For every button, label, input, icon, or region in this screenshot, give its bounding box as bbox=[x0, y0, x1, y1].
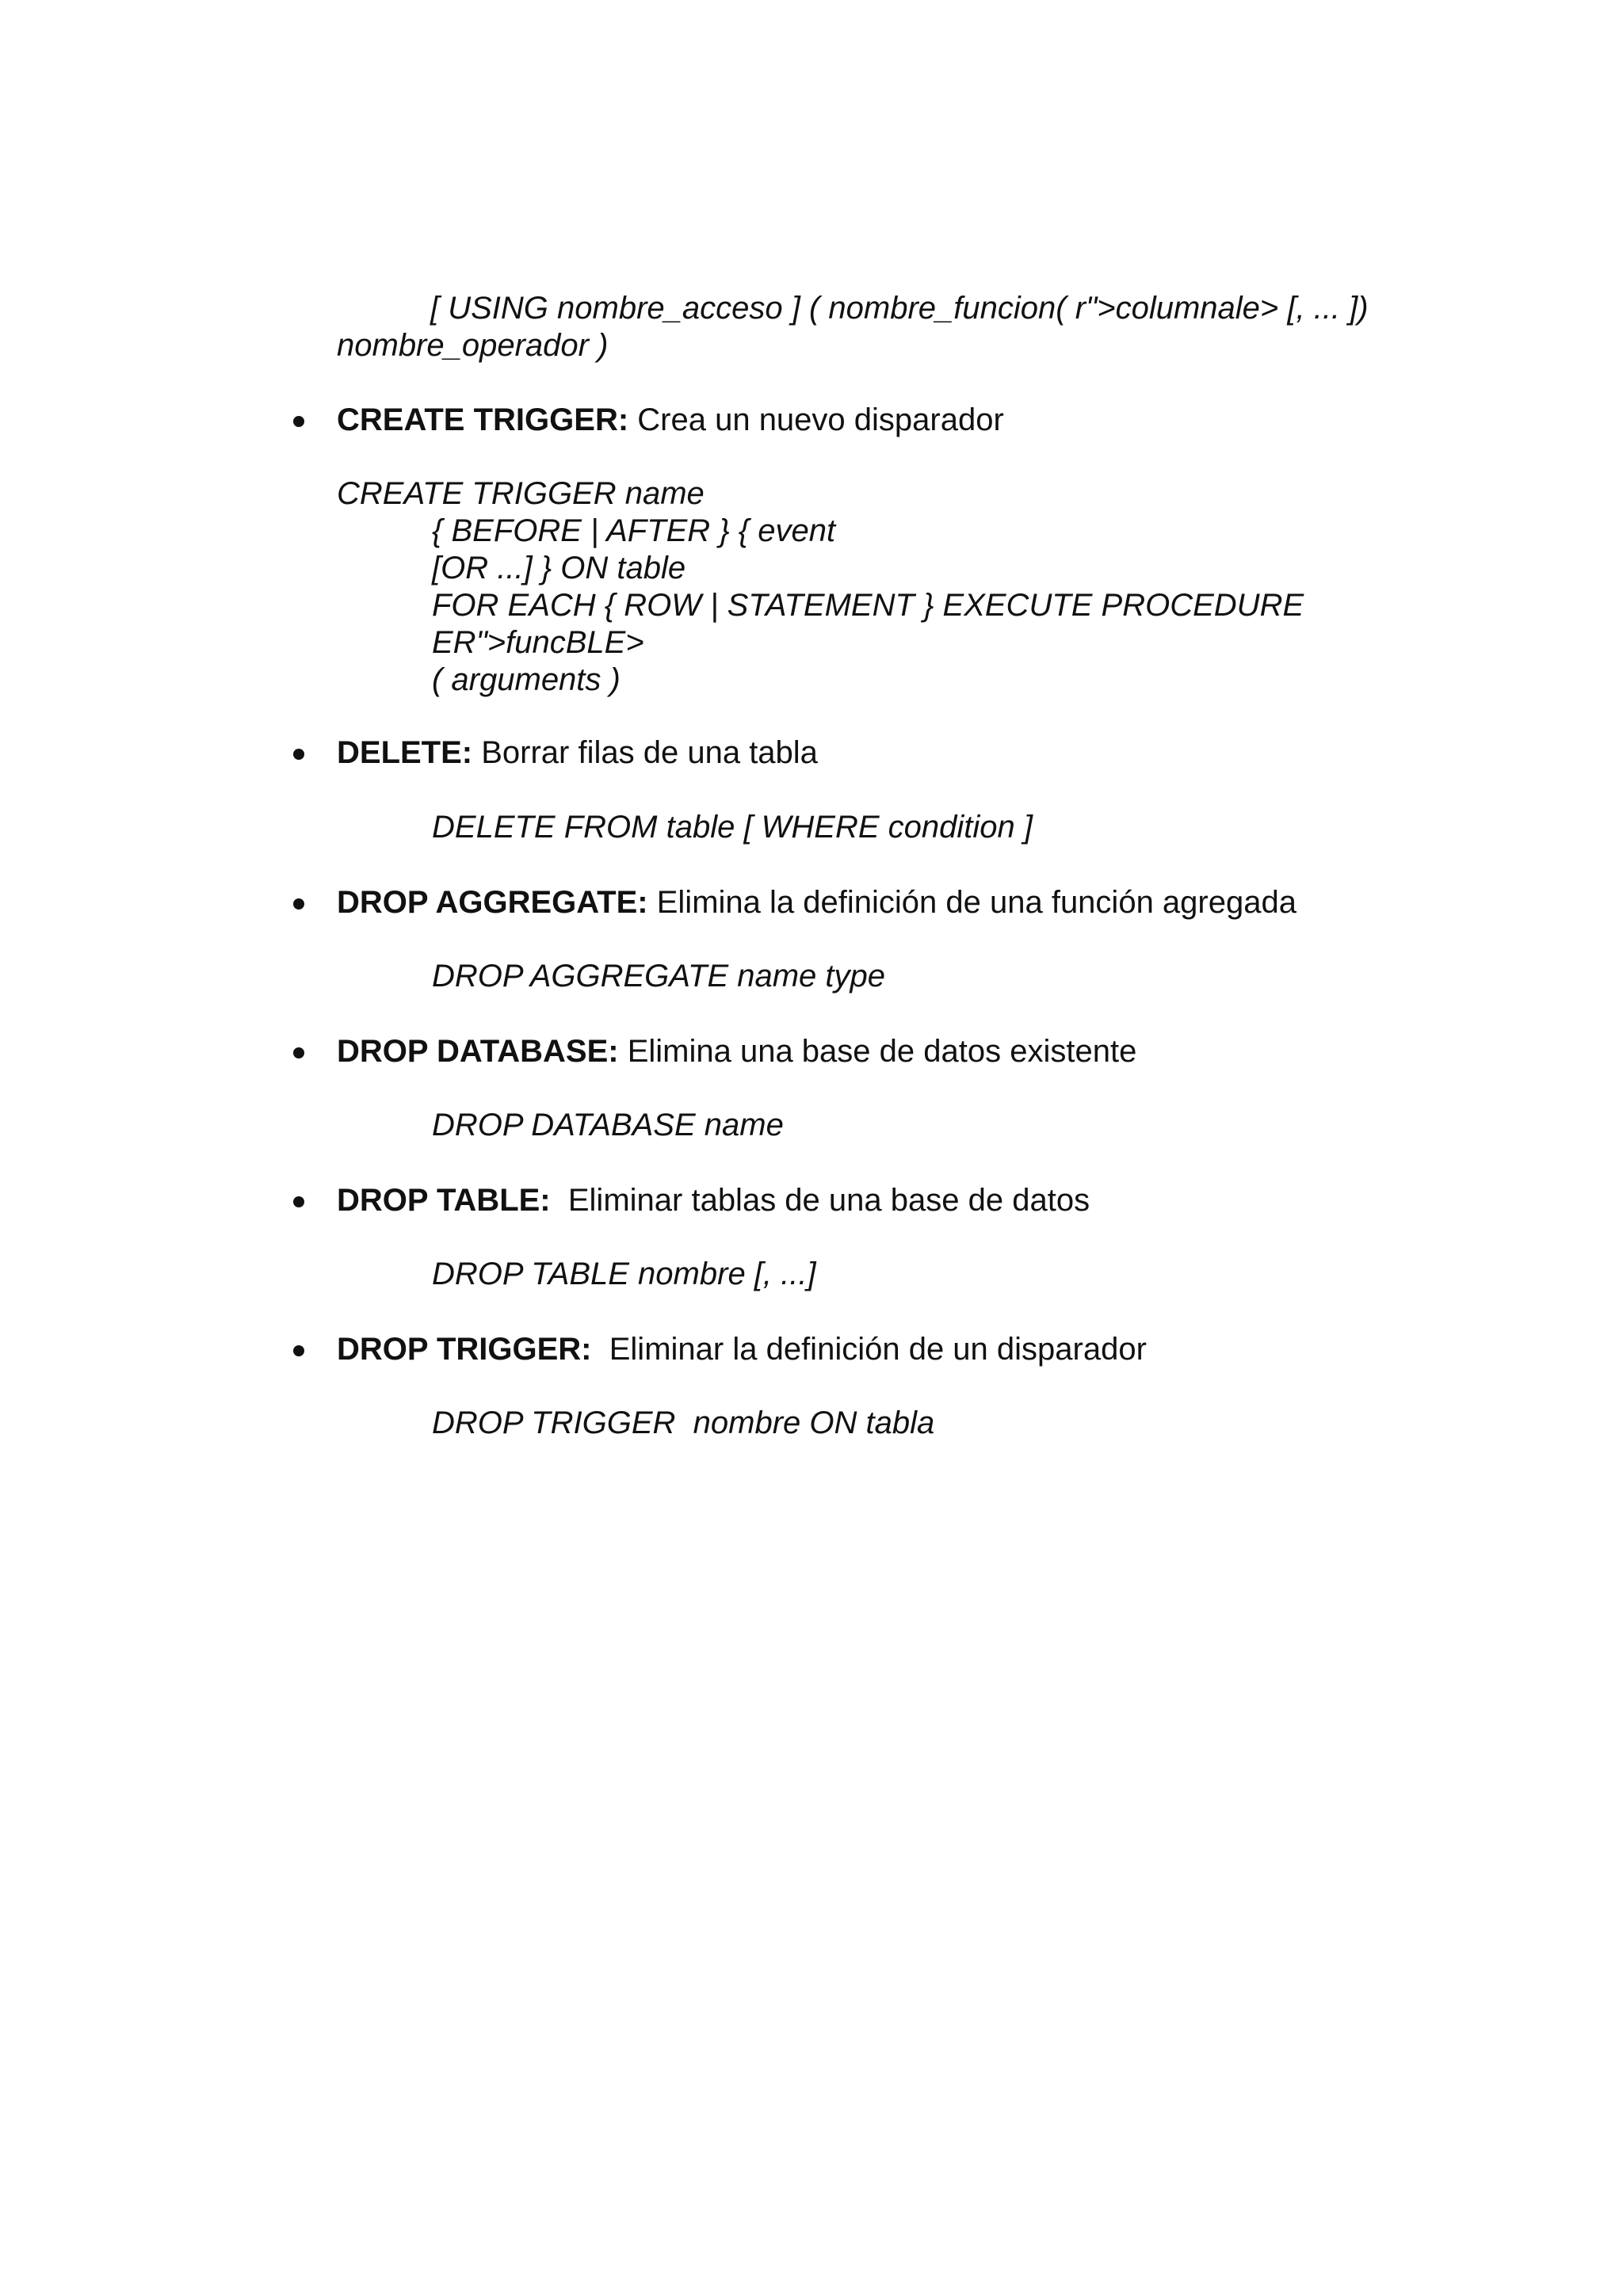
syntax-line: nombre_operador ) bbox=[337, 328, 609, 363]
list-item-drop-table bbox=[337, 1182, 1090, 1219]
list-item-drop-aggregate bbox=[337, 884, 1296, 921]
item-description: Borrar filas de una tabla bbox=[472, 735, 818, 770]
item-term: DROP DATABASE: bbox=[337, 1034, 619, 1069]
syntax-line: CREATE TRIGGER name bbox=[337, 476, 705, 511]
item-term: DROP AGGREGATE: bbox=[337, 885, 648, 920]
bullet-icon bbox=[293, 898, 304, 910]
item-description: Eliminar tablas de una base de datos bbox=[550, 1183, 1090, 1218]
bullet-icon bbox=[293, 749, 304, 760]
syntax-line: ( arguments ) bbox=[432, 662, 621, 697]
bullet-icon bbox=[293, 1196, 304, 1207]
syntax-line: DROP TRIGGER nombre ON tabla bbox=[432, 1405, 935, 1440]
bullet-icon bbox=[293, 1047, 304, 1058]
bullet-icon bbox=[293, 1345, 304, 1356]
item-description: Elimina la definición de una función agregada bbox=[647, 885, 1296, 920]
item-description: Elimina una base de datos existente bbox=[618, 1034, 1137, 1069]
list-item-create-trigger bbox=[337, 402, 1004, 438]
syntax-line: { BEFORE | AFTER } { event bbox=[432, 513, 836, 548]
list-item-drop-trigger bbox=[337, 1331, 1147, 1367]
bullet-icon bbox=[293, 416, 304, 427]
item-term: DELETE: bbox=[337, 735, 473, 770]
syntax-line: DROP DATABASE name bbox=[432, 1108, 784, 1142]
syntax-line: FOR EACH { ROW | STATEMENT } EXECUTE PROCEDURE bbox=[432, 588, 1304, 623]
list-item-delete bbox=[337, 734, 818, 771]
syntax-line: [OR ...] } ON table bbox=[432, 551, 686, 585]
syntax-line: DROP AGGREGATE name type bbox=[432, 959, 886, 994]
syntax-line: DROP TABLE nombre [, ...] bbox=[432, 1257, 816, 1291]
item-description: Crea un nuevo disparador bbox=[628, 402, 1004, 437]
syntax-line: [ USING nombre_acceso ] ( nombre_funcion( r">columnale> [, ... ]) bbox=[430, 291, 1369, 326]
list-item-drop-database bbox=[337, 1033, 1136, 1070]
item-term: CREATE TRIGGER: bbox=[337, 402, 629, 437]
syntax-line: DELETE FROM table [ WHERE condition ] bbox=[432, 810, 1033, 845]
item-term: DROP TRIGGER: bbox=[337, 1332, 592, 1367]
item-term: DROP TABLE: bbox=[337, 1183, 551, 1218]
syntax-line: ER">funcBLE> bbox=[432, 625, 644, 660]
item-description: Eliminar la definición de un disparador bbox=[591, 1332, 1147, 1367]
